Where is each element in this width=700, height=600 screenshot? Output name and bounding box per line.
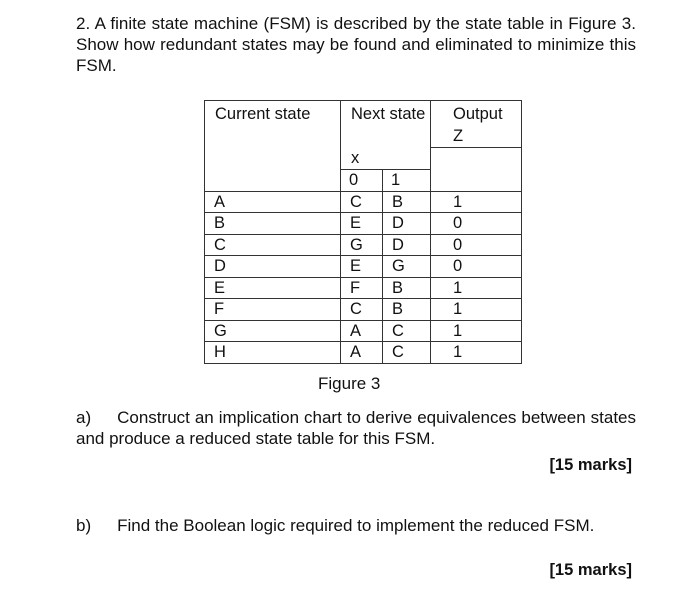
next-state-x0-cell: G [341,234,383,256]
part-b-label: b) [76,516,92,535]
table-input-row [205,148,522,170]
header-input-var: x [341,148,431,170]
state-cell: C [205,234,341,256]
state-cell: A [205,191,341,213]
part-b [76,515,634,536]
input-value-0: 0 [341,169,383,191]
input-value-1: 1 [383,169,431,191]
next-state-x0-cell: A [341,320,383,342]
state-cell: F [205,299,341,321]
output-cell: 0 [431,234,522,256]
question-intro [76,13,636,76]
state-cell: D [205,256,341,278]
output-cell: 1 [431,277,522,299]
table-header-row [205,101,522,148]
state-cell: B [205,213,341,235]
next-state-x1-cell: B [383,191,431,213]
table-row [205,191,522,213]
table-row [205,213,522,235]
next-state-x1-cell: C [383,320,431,342]
next-state-x0-cell: E [341,213,383,235]
header-output [431,101,522,148]
output-cell: 1 [431,320,522,342]
output-cell: 1 [431,191,522,213]
next-state-x1-cell: D [383,234,431,256]
state-table [204,100,522,364]
state-cell: E [205,277,341,299]
part-a-label: a) [76,408,92,427]
table-row [205,277,522,299]
part-a [76,407,636,449]
header-current-state: Current state [205,101,341,148]
header-output-label: Output [453,105,503,123]
next-state-x1-cell: D [383,213,431,235]
table-input-values-row [205,169,522,191]
state-cell: G [205,320,341,342]
table-row [205,342,522,364]
table-row [205,256,522,278]
part-a-text: Construct an implication chart to derive equivalences between states and produce a reduced state table for this FSM. [76,408,636,448]
next-state-x1-cell: B [383,299,431,321]
output-cell: 1 [431,299,522,321]
next-state-x0-cell: C [341,191,383,213]
header-output-var: Z [453,127,464,145]
figure-caption: Figure 3 [318,374,381,393]
state-cell: H [205,342,341,364]
next-state-x0-cell: C [341,299,383,321]
header-next-state: Next state [341,101,431,148]
next-state-x1-cell: G [383,256,431,278]
part-a-marks: [15 marks] [549,456,632,474]
next-state-x1-cell: B [383,277,431,299]
part-b-marks: [15 marks] [549,561,632,579]
output-cell: 1 [431,342,522,364]
output-cell: 0 [431,256,522,278]
next-state-x0-cell: F [341,277,383,299]
question-text: A finite state machine (FSM) is described by the state table in Figure 3. Show how redundant states may be found and eliminated to minimize this FSM. [76,14,636,75]
table-row [205,234,522,256]
table-row [205,299,522,321]
next-state-x0-cell: E [341,256,383,278]
part-b-text: Find the Boolean logic required to implement the reduced FSM. [117,516,595,535]
next-state-x1-cell: C [383,342,431,364]
table-row [205,320,522,342]
question-number: 2. [76,14,91,33]
output-cell: 0 [431,213,522,235]
next-state-x0-cell: A [341,342,383,364]
